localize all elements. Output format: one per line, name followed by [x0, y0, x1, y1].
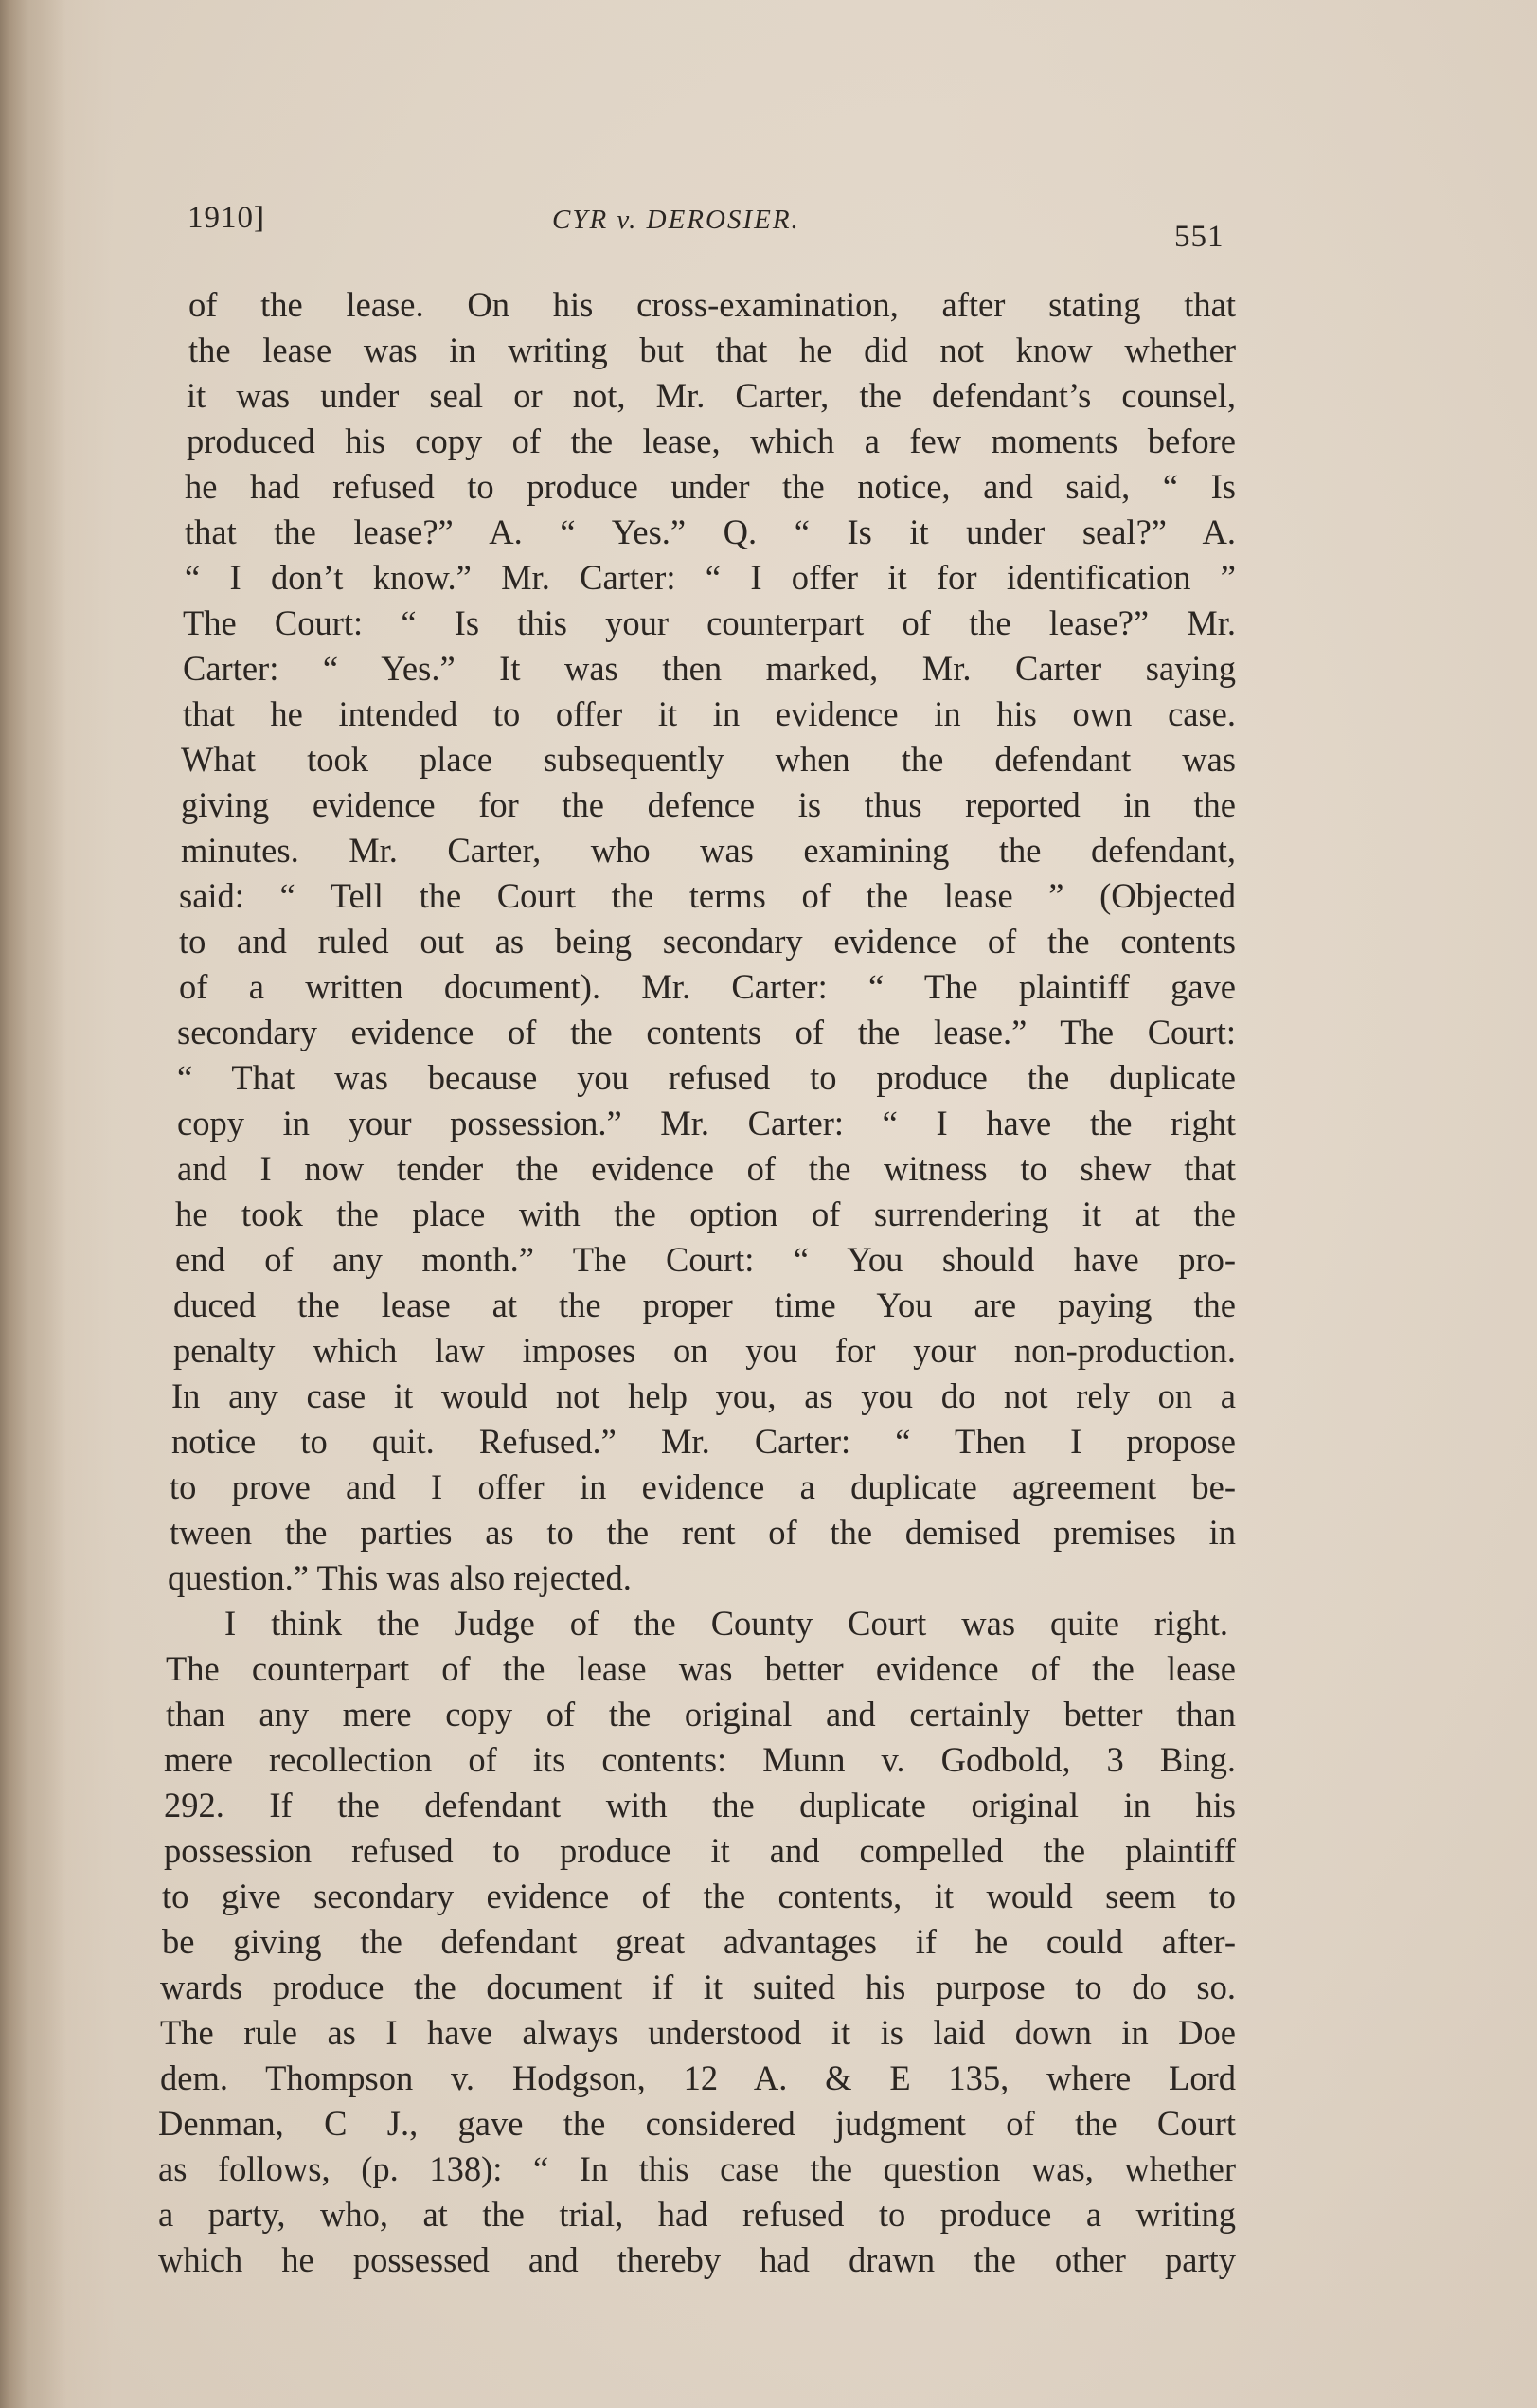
text-line: it was under seal or not, Mr. Carter, the defendant’s counsel, — [187, 376, 1236, 415]
text-line: minutes. Mr. Carter, who was examining the defendant, — [181, 831, 1236, 870]
text-line: The Court: “ Is this your counterpart of the lease?” Mr. — [183, 603, 1236, 642]
text-line: giving evidence for the defence is thus reported in the — [181, 785, 1236, 824]
text-line: wards produce the document if it suited his purpose to do so. — [160, 1968, 1236, 2006]
text-line: duced the lease at the proper time You are paying the — [173, 1285, 1236, 1324]
text-line: of the lease. On his cross-examination, after stating that — [188, 285, 1236, 324]
text-line: “ That was because you refused to produce the duplicate — [177, 1058, 1236, 1097]
text-line: a party, who, at the trial, had refused to produce a writing — [158, 2195, 1236, 2234]
text-line: to and ruled out as being secondary evidence of the contents — [179, 922, 1236, 961]
text-line: 292. If the defendant with the duplicate original in his — [164, 1786, 1236, 1824]
text-line: In any case it would not help you, as you do not rely on a — [171, 1376, 1236, 1415]
text-line: tween the parties as to the rent of the demised premises in — [170, 1513, 1236, 1552]
text-line: penalty which law imposes on you for your non-production. — [173, 1331, 1236, 1370]
text-line: as follows, (p. 138): “ In this case the question was, whether — [158, 2149, 1236, 2188]
text-line: copy in your possession.” Mr. Carter: “ I have the right — [177, 1104, 1236, 1142]
text-line: the lease was in writing but that he did not know whether — [188, 331, 1236, 369]
text-line: The counterpart of the lease was better evidence of the lease — [166, 1649, 1236, 1688]
text-line: possession refused to produce it and compelled the plaintiff — [164, 1831, 1236, 1870]
text-line: to give secondary evidence of the contents, it would seem to — [162, 1877, 1236, 1915]
body-text — [158, 282, 1236, 2283]
text-line: secondary evidence of the contents of the lease.” The Court: — [177, 1013, 1236, 1051]
text-line: The rule as I have always understood it is laid down in Doe — [160, 2013, 1236, 2052]
page-gutter-shadow — [0, 0, 66, 2408]
text-line: he had refused to produce under the notice, and said, “ Is — [185, 467, 1236, 506]
text-line: be giving the defendant great advantages if he could after- — [162, 1922, 1236, 1961]
text-line: said: “ Tell the Court the terms of the lease ” (Objected — [179, 876, 1236, 915]
text-line: than any mere copy of the original and certainly better than — [166, 1695, 1236, 1734]
text-line: dem. Thompson v. Hodgson, 12 A. & E 135, where Lord — [160, 2058, 1236, 2097]
running-header — [188, 201, 1239, 258]
text-line: What took place subsequently when the defendant was — [181, 740, 1236, 779]
case-title: CYR v. DEROSIER. — [552, 205, 800, 235]
text-line: he took the place with the option of surrendering it at the — [175, 1195, 1236, 1233]
text-line: and I now tender the evidence of the witness to shew that — [177, 1149, 1236, 1188]
text-line: that the lease?” A. “ Yes.” Q. “ Is it under seal?” A. — [185, 512, 1236, 551]
text-line: to prove and I offer in evidence a duplicate agreement be- — [170, 1467, 1236, 1506]
text-line: “ I don’t know.” Mr. Carter: “ I offer it for identification ” — [185, 558, 1236, 597]
text-line: of a written document). Mr. Carter: “ The plaintiff gave — [179, 967, 1236, 1006]
text-line: produced his copy of the lease, which a few moments before — [187, 422, 1236, 460]
text-line: notice to quit. Refused.” Mr. Carter: “ Then I propose — [171, 1422, 1236, 1461]
running-year: 1910] — [188, 201, 265, 235]
paragraph-first-line: I think the Judge of the County Court was quite right. — [224, 1604, 1228, 1643]
text-line: end of any month.” The Court: “ You should have pro- — [175, 1240, 1236, 1279]
text-line: Carter: “ Yes.” It was then marked, Mr. Carter saying — [183, 649, 1236, 688]
text-line: Denman, C J., gave the considered judgment of the Court — [158, 2104, 1236, 2143]
text-line: which he possessed and thereby had drawn the other party — [158, 2240, 1236, 2279]
text-line: mere recollection of its contents: Munn v. Godbold, 3 Bing. — [164, 1740, 1236, 1779]
page-number: 551 — [1174, 220, 1224, 254]
text-line: that he intended to offer it in evidence in his own case. — [183, 694, 1236, 733]
text-line: question.” This was also rejected. — [168, 1558, 632, 1597]
